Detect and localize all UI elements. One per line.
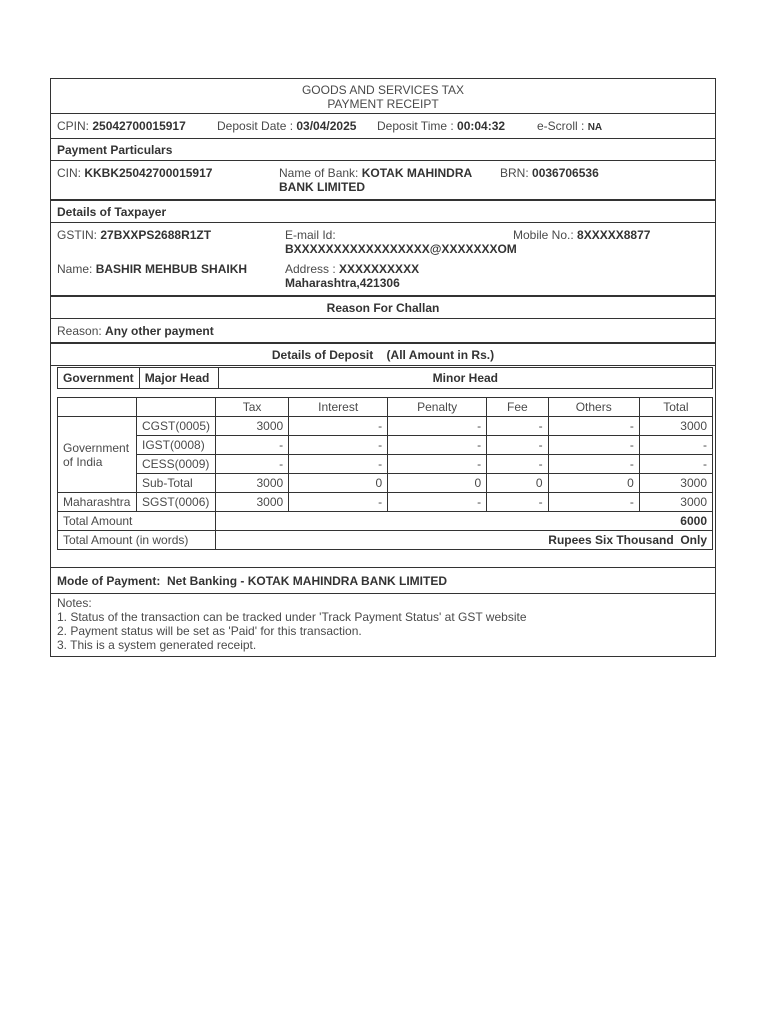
note-item: 1. Status of the transaction can be tracked under 'Track Payment Status' at GST website bbox=[57, 610, 527, 624]
deposit-title: Details of Deposit (All Amount in Rs.) bbox=[51, 344, 715, 366]
deposit-head-table bbox=[57, 367, 713, 389]
column-header: Interest bbox=[289, 398, 388, 417]
cpin-row bbox=[51, 114, 715, 139]
table-row: IGST(0008) - - - - - - bbox=[58, 436, 713, 455]
gstin: GSTIN: 27BXXPS2688R1ZT bbox=[57, 228, 212, 242]
deposit-date: Deposit Date : 03/04/2025 bbox=[217, 119, 357, 133]
total-words-row bbox=[58, 531, 713, 550]
payment-receipt bbox=[50, 78, 716, 657]
major-head-cell: CESS(0009) bbox=[137, 455, 216, 474]
taxpayer-title: Details of Taxpayer bbox=[51, 201, 715, 223]
government-of-india-cell: Government of India bbox=[58, 417, 137, 493]
taxpayer-name: Name: BASHIR MEHBUB SHAIKH bbox=[57, 262, 248, 276]
mode-of-payment: Mode of Payment: Net Banking - KOTAK MAHINDRA BANK LIMITED bbox=[51, 568, 715, 594]
head-minor: Minor Head bbox=[218, 368, 712, 389]
reason-row: Reason: Any other payment bbox=[51, 319, 715, 344]
deposit-details bbox=[51, 366, 715, 568]
receipt-subtitle: PAYMENT RECEIPT bbox=[327, 97, 439, 111]
note-item: 2. Payment status will be set as 'Paid' for this transaction. bbox=[57, 624, 362, 638]
table-row: CESS(0009) - - - - - - bbox=[58, 455, 713, 474]
note-item: 3. This is a system generated receipt. bbox=[57, 638, 257, 652]
table-header-row bbox=[58, 398, 713, 417]
total-amount-value: 6000 bbox=[216, 512, 713, 531]
head-major: Major Head bbox=[139, 368, 218, 389]
mobile: Mobile No.: 8XXXXX8877 bbox=[513, 228, 651, 242]
payment-particulars-title: Payment Particulars bbox=[51, 139, 715, 161]
total-amount-label: Total Amount bbox=[58, 512, 216, 531]
total-amount-row bbox=[58, 512, 713, 531]
total-words-label: Total Amount (in words) bbox=[58, 531, 216, 550]
total-words-value: Rupees Six Thousand Only bbox=[216, 531, 713, 550]
column-header: Others bbox=[548, 398, 639, 417]
major-head-cell: Sub-Total bbox=[137, 474, 216, 493]
e-scroll: e-Scroll : NA bbox=[537, 119, 603, 133]
cpin: CPIN: 25042700015917 bbox=[57, 119, 186, 133]
address: Address : XXXXXXXXXX Maharashtra,421306 bbox=[285, 262, 420, 290]
table-row: Sub-Total 3000 0 0 0 0 3000 bbox=[58, 474, 713, 493]
major-head-cell: SGST(0006) bbox=[137, 493, 216, 512]
column-header: Total bbox=[639, 398, 712, 417]
email: E-mail Id: BXXXXXXXXXXXXXXXXX@XXXXXXXOM bbox=[285, 228, 517, 256]
receipt-header bbox=[51, 79, 715, 114]
major-head-cell: IGST(0008) bbox=[137, 436, 216, 455]
notes bbox=[51, 594, 715, 656]
head-government: Government bbox=[58, 368, 140, 389]
deposit-table bbox=[57, 397, 713, 550]
table-row: Government of India CGST(0005) 3000 - - - - 3000 bbox=[58, 417, 713, 436]
column-header: Fee bbox=[487, 398, 548, 417]
cin: CIN: KKBK25042700015917 bbox=[57, 166, 213, 180]
challan-title: Reason For Challan bbox=[51, 297, 715, 319]
column-header: Penalty bbox=[388, 398, 487, 417]
bank-name: Name of Bank: KOTAK MAHINDRA BANK LIMITED bbox=[279, 166, 473, 194]
taxpayer-details bbox=[51, 223, 715, 297]
table-row: Maharashtra SGST(0006) 3000 - - - - 3000 bbox=[58, 493, 713, 512]
maharashtra-cell: Maharashtra bbox=[58, 493, 137, 512]
brn: BRN: 0036706536 bbox=[500, 166, 599, 180]
payment-particulars bbox=[51, 161, 715, 201]
receipt-title: GOODS AND SERVICES TAX bbox=[301, 83, 465, 97]
major-head-cell: CGST(0005) bbox=[137, 417, 216, 436]
notes-title: Notes: bbox=[57, 596, 92, 610]
reason-value: Any other payment bbox=[105, 324, 214, 338]
column-header: Tax bbox=[216, 398, 289, 417]
deposit-time: Deposit Time : 00:04:32 bbox=[377, 119, 506, 133]
